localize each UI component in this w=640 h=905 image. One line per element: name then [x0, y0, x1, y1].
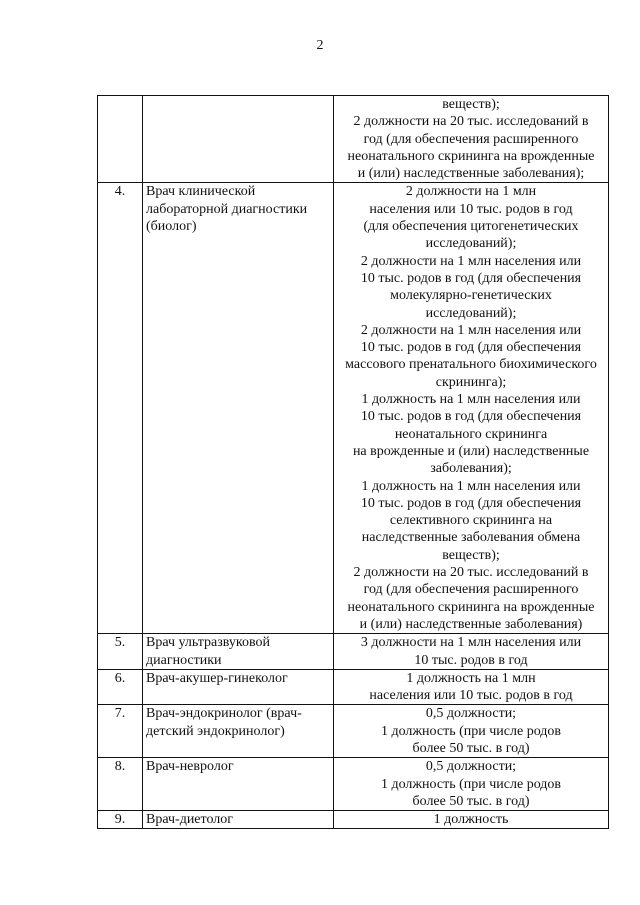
norm-text-line: год (для обеспечения расширенного	[363, 131, 579, 147]
row-number-cell: 4.	[98, 183, 143, 634]
norm-text-line: 2 должности на 1 млн населения или	[360, 253, 582, 269]
staffing-norm-cell	[334, 705, 609, 758]
norm-text-line: веществ);	[442, 97, 500, 112]
staffing-table-body	[98, 96, 609, 829]
position-text-line: Врач клинической	[146, 184, 256, 200]
position-text-line: Врач-невролог	[146, 759, 234, 775]
norm-text-line: селективного скрининга на	[389, 513, 553, 529]
row-number-cell: 6.	[98, 669, 143, 705]
norm-text-line: населения или 10 тыс. родов в год	[369, 201, 573, 217]
table-row	[98, 758, 609, 811]
staffing-table	[97, 95, 609, 829]
norm-text-line: неонатального скрининга на врожденные	[347, 599, 595, 615]
norm-text-line: более 50 тыс. в год)	[412, 793, 530, 809]
norm-text-line: исследований);	[425, 305, 517, 321]
position-cell	[143, 705, 334, 758]
norm-text-line: 1 должность	[433, 812, 509, 828]
position-text-line: (биолог)	[146, 219, 197, 235]
row-number-cell	[98, 96, 143, 183]
norm-text-line: 10 тыс. родов в год (для обеспечения	[360, 340, 582, 356]
norm-text-line: год (для обеспечения расширенного	[363, 582, 579, 598]
norm-text-line: населения или 10 тыс. родов в год	[369, 688, 573, 704]
norm-text-line: и (или) наследственные заболевания)	[359, 616, 583, 632]
norm-text-line: неонатального скрининга	[394, 426, 548, 442]
staffing-norm-cell	[334, 183, 609, 634]
position-cell	[143, 183, 334, 634]
norm-text-line: и (или) наследственные заболевания);	[357, 166, 585, 182]
staffing-norm-cell	[334, 96, 609, 183]
position-cell	[143, 634, 334, 670]
position-text-line: Врач-эндокринолог (врач-	[146, 706, 302, 722]
norm-text-line: наследственные заболевания обмена	[361, 530, 581, 546]
norm-text-line: массового пренатального биохимического	[345, 357, 597, 373]
norm-text-line: 1 должность (при числе родов	[380, 723, 562, 739]
page-number: 2	[316, 38, 324, 53]
norm-text-line: 1 должность (при числе родов	[380, 776, 562, 792]
table-row	[98, 811, 609, 829]
position-cell	[143, 811, 334, 829]
norm-text-line: 10 тыс. родов в год (для обеспечения	[360, 495, 582, 511]
norm-text-line: скрининга);	[435, 374, 507, 390]
staffing-norm-cell	[334, 669, 609, 705]
position-text-line: лабораторной диагностики	[146, 201, 308, 217]
norm-text-line: исследований);	[425, 236, 517, 252]
norm-text-line: 1 должность на 1 млн	[406, 670, 536, 686]
staffing-norm-cell	[334, 811, 609, 829]
norm-text-line: неонатального скрининга на врожденные	[347, 148, 595, 164]
norm-text-line: 0,5 должности;	[425, 759, 517, 775]
norm-text-line: (для обеспечения цитогенетических	[363, 219, 579, 235]
position-cell	[143, 669, 334, 705]
norm-text-line: 10 тыс. родов в год	[414, 652, 528, 668]
norm-text-line: 0,5 должности;	[425, 706, 517, 722]
row-number-cell: 8.	[98, 758, 143, 811]
norm-text-line: заболевания);	[430, 461, 512, 477]
table-row	[98, 183, 609, 634]
position-cell	[143, 96, 334, 183]
position-text-line: Врач ультразвуковой	[146, 635, 271, 651]
position-text-line: Врач-акушер-гинеколог	[146, 670, 288, 686]
position-text-line: диагностики	[146, 652, 222, 668]
table-row	[98, 634, 609, 670]
norm-text-line: 3 должности на 1 млн населения или	[360, 635, 582, 651]
position-text-line: детский эндокринолог)	[146, 723, 285, 739]
table-row	[98, 96, 609, 183]
norm-text-line: 2 должности на 1 млн	[405, 184, 537, 200]
position-text-line: Врач-диетолог	[146, 812, 234, 828]
norm-text-line: 1 должность на 1 млн населения или	[361, 392, 581, 408]
staffing-norm-cell	[334, 758, 609, 811]
norm-text-line: 2 должности на 20 тыс. исследований в	[353, 565, 589, 581]
norm-text-line: более 50 тыс. в год)	[412, 740, 530, 756]
norm-text-line: 10 тыс. родов в год (для обеспечения	[360, 270, 582, 286]
row-number-cell: 9.	[98, 811, 143, 829]
table-row	[98, 705, 609, 758]
norm-text-line: молекулярно-генетических	[390, 288, 552, 304]
norm-text-line: 1 должность на 1 млн населения или	[361, 478, 581, 494]
norm-text-line: 2 должности на 1 млн населения или	[360, 322, 582, 338]
norm-text-line: 10 тыс. родов в год (для обеспечения	[360, 409, 582, 425]
norm-text-line: 2 должности на 20 тыс. исследований в	[353, 114, 589, 130]
row-number-cell: 5.	[98, 634, 143, 670]
table-row	[98, 669, 609, 705]
position-cell	[143, 758, 334, 811]
norm-text-line: на врожденные и (или) наследственные	[352, 443, 590, 459]
norm-text-line: веществ);	[442, 547, 500, 563]
staffing-norm-cell	[334, 634, 609, 670]
row-number-cell: 7.	[98, 705, 143, 758]
